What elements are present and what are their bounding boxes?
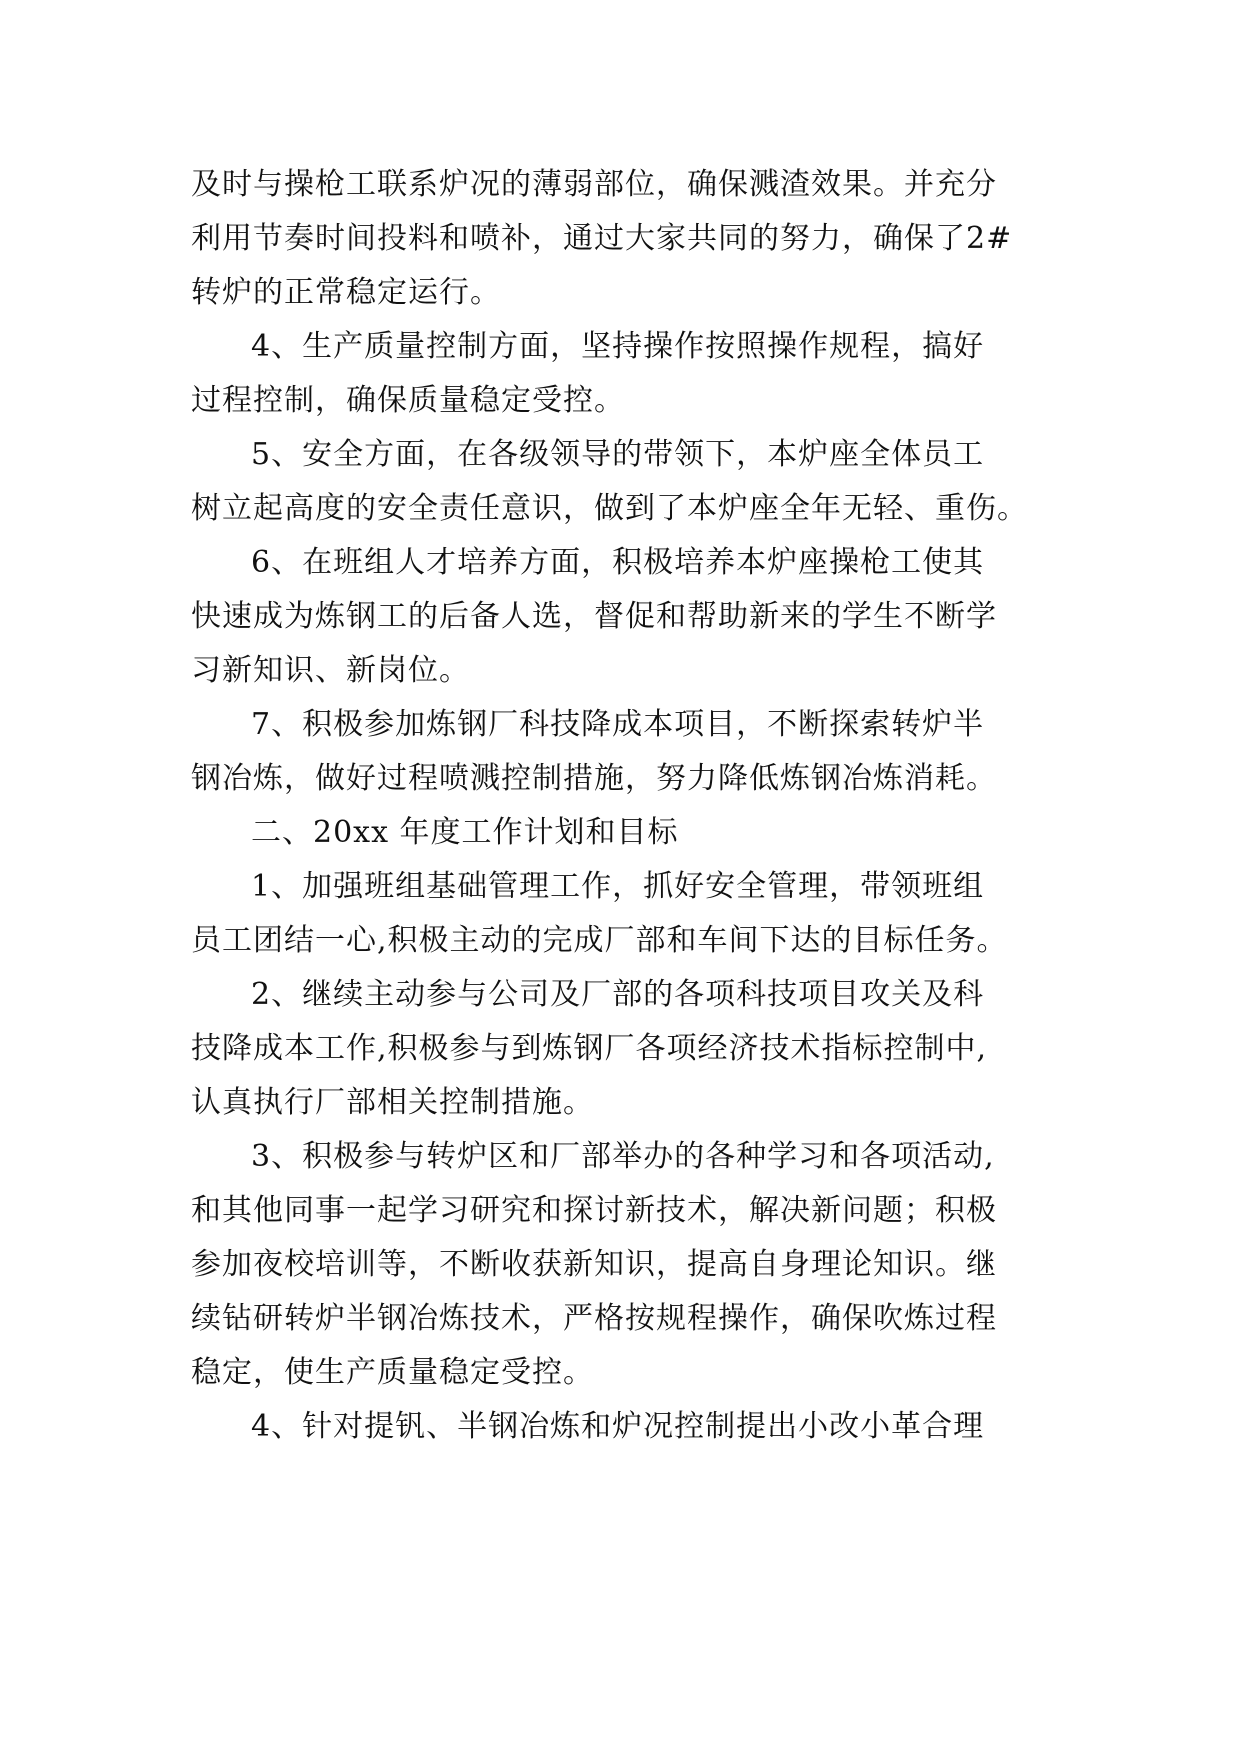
text-line: 习新知识、新岗位。	[191, 653, 470, 688]
text-line: 技降成本工作,积极参与到炼钢厂各项经济技术指标控制中,	[191, 1031, 988, 1066]
text-line: 7、积极参加炼钢厂科技降成本项目，不断探索转炉半	[251, 707, 985, 742]
text-line: 树立起高度的安全责任意识，做到了本炉座全年无轻、重伤。	[191, 491, 1028, 526]
text-line: 4、生产质量控制方面，坚持操作按照操作规程，搞好	[251, 329, 985, 364]
text-line: 转炉的正常稳定运行。	[191, 275, 501, 310]
text-line: 二、20xx 年度工作计划和目标	[251, 815, 679, 850]
text-line: 过程控制，确保质量稳定受控。	[191, 383, 625, 418]
paragraph	[191, 806, 1051, 860]
text-line: 及时与操枪工联系炉况的薄弱部位，确保溅渣效果。并充分	[191, 167, 997, 202]
text-line: 利用节奏时间投料和喷补，通过大家共同的努力，确保了2#	[191, 221, 1013, 256]
text-line: 续钻研转炉半钢冶炼技术，严格按规程操作，确保吹炼过程	[191, 1301, 997, 1336]
text-line: 1、加强班组基础管理工作，抓好安全管理，带领班组	[251, 869, 985, 904]
paragraph	[191, 1400, 1051, 1454]
text-line: 参加夜校培训等，不断收获新知识，提高自身理论知识。继	[191, 1247, 997, 1282]
paragraph	[191, 428, 1051, 536]
text-line: 4、针对提钒、半钢冶炼和炉况控制提出小改小革合理	[251, 1409, 985, 1444]
text-line: 3、积极参与转炉区和厂部举办的各种学习和各项活动,	[251, 1139, 995, 1174]
paragraph	[191, 1130, 1051, 1400]
paragraph	[191, 320, 1051, 428]
text-line: 稳定，使生产质量稳定受控。	[191, 1355, 594, 1390]
text-line: 员工团结一心,积极主动的完成厂部和车间下达的目标任务。	[191, 923, 1008, 958]
text-line: 钢冶炼，做好过程喷溅控制措施，努力降低炼钢冶炼消耗。	[191, 761, 997, 796]
text-line: 5、安全方面，在各级领导的带领下，本炉座全体员工	[251, 437, 985, 472]
paragraph	[191, 698, 1051, 806]
text-line: 认真执行厂部相关控制措施。	[191, 1085, 594, 1120]
paragraph	[191, 536, 1051, 698]
text-line: 快速成为炼钢工的后备人选，督促和帮助新来的学生不断学	[191, 599, 997, 634]
document-body	[191, 158, 1051, 1454]
paragraph	[191, 968, 1051, 1130]
text-line: 6、在班组人才培养方面，积极培养本炉座操枪工使其	[251, 545, 985, 580]
text-line: 2、继续主动参与公司及厂部的各项科技项目攻关及科	[251, 977, 985, 1012]
paragraph	[191, 158, 1051, 320]
text-line: 和其他同事一起学习研究和探讨新技术，解决新问题；积极	[191, 1193, 997, 1228]
paragraph	[191, 860, 1051, 968]
